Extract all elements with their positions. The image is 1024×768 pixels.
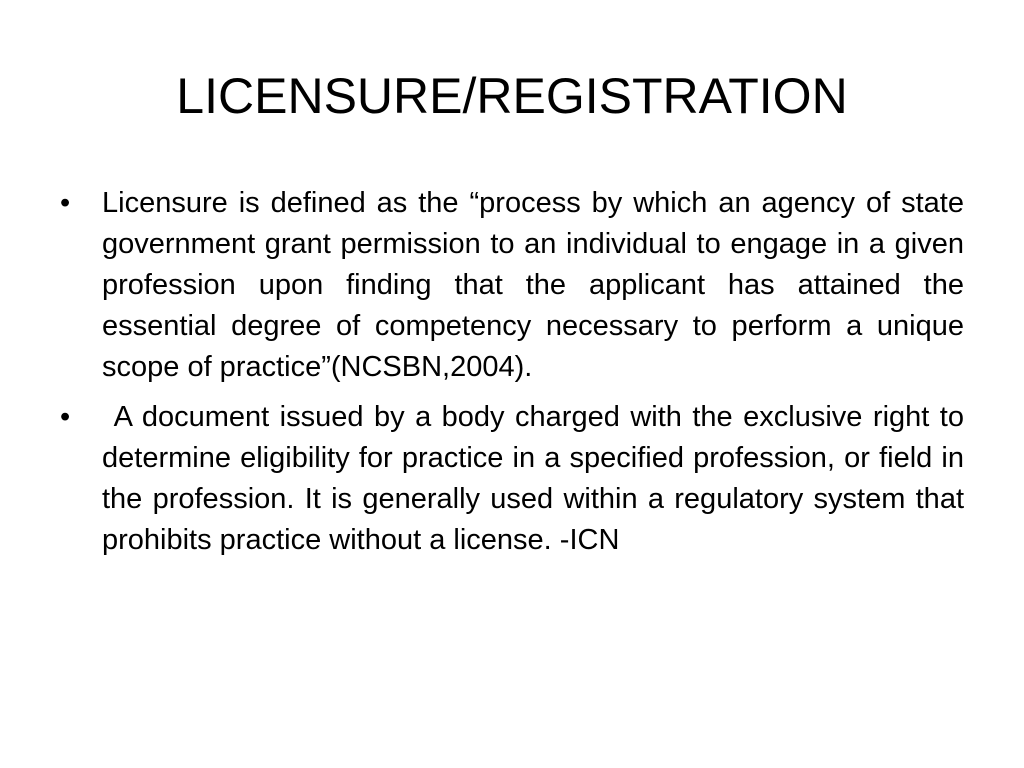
bullet-text: Licensure is defined as the “process by which an agency of state government grant permission to an individual to engage in a given profession upon finding that the applicant has attained the essential degree of competency necessary to perform a unique scope of practice”(NCSBN,2004). xyxy=(102,187,964,383)
slide-title: LICENSURE/REGISTRATION xyxy=(176,68,848,124)
bullet-dot-icon: • xyxy=(60,187,71,219)
bullet-item-icn-definition xyxy=(60,397,964,561)
bullet-list xyxy=(60,183,964,570)
bullet-item-licensure-definition xyxy=(60,183,964,388)
bullet-dot-icon: • xyxy=(60,401,71,433)
bullet-text: A document issued by a body charged with the exclusive right to determine eligibility for practice in a specified profession, or field in the profession. It is generally used within a regulatory system that prohibits practice without a license. -ICN xyxy=(102,401,964,556)
